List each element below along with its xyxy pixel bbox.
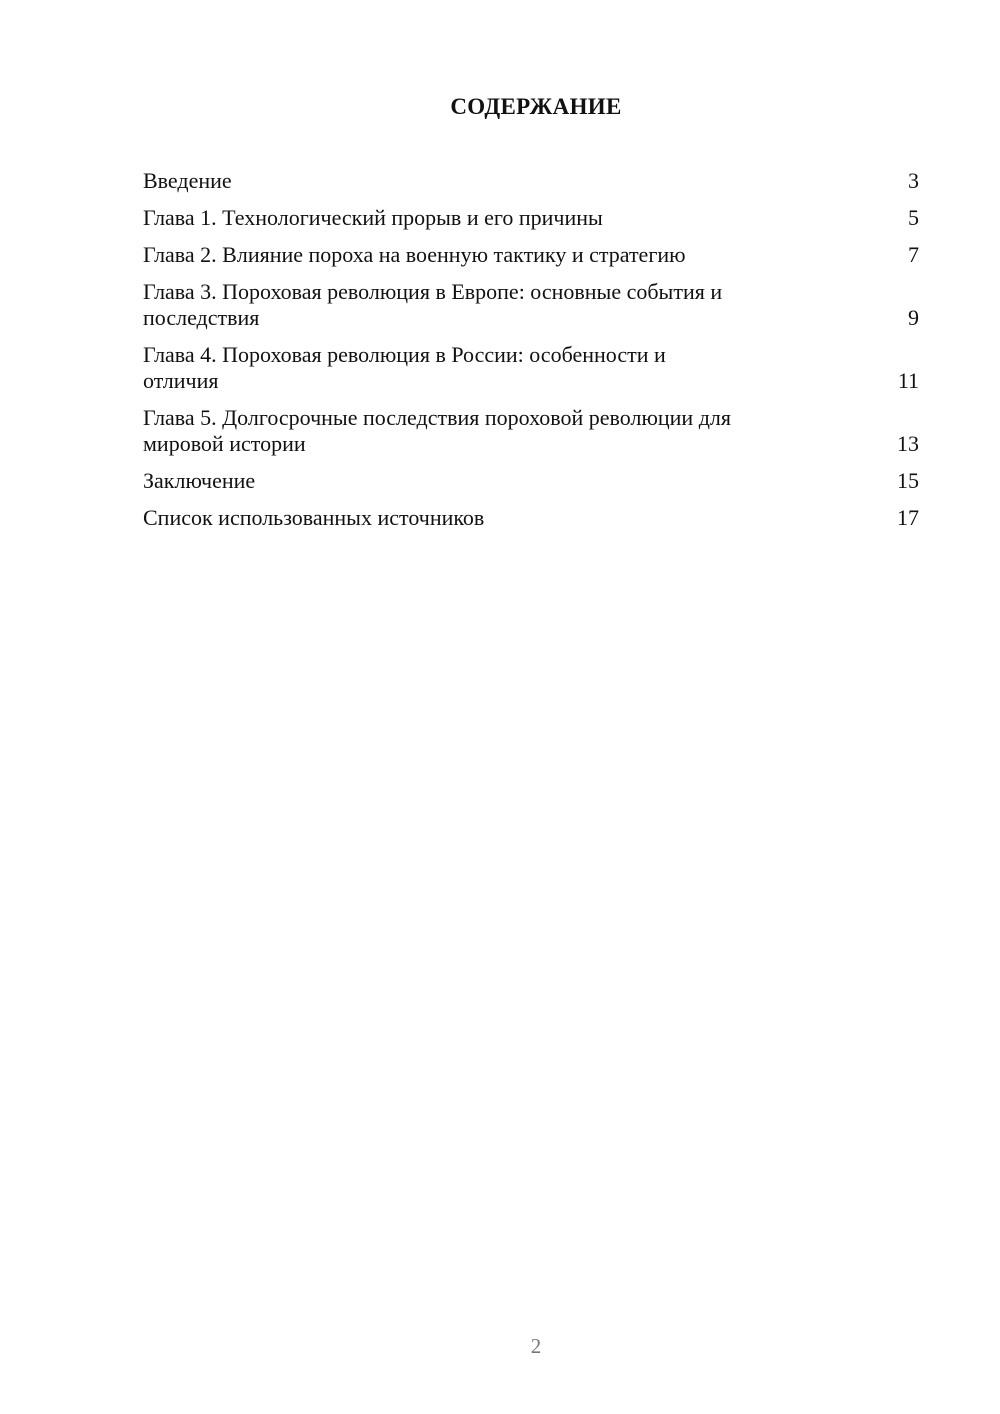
toc-entry[interactable] [143,168,919,194]
toc-entry[interactable] [143,242,919,268]
table-of-contents [143,168,919,542]
toc-entry-title: Глава 1. Технологический прорыв и его причины [143,205,603,230]
toc-entry-page: 15 [897,468,919,493]
toc-entry[interactable] [143,468,919,494]
page-title: СОДЕРЖАНИЕ [450,94,622,119]
toc-entry[interactable] [143,205,919,231]
toc-entry-title: Список использованных источников [143,505,485,530]
toc-entry-title: Глава 3. Пороховая революция в Европе: основные события и последствия [143,279,723,330]
toc-entry-page: 3 [908,168,919,193]
toc-entry-title: Глава 4. Пороховая революция в России: особенности и отличия [143,342,666,393]
toc-entry-page: 11 [897,368,919,393]
toc-entry[interactable] [143,279,919,331]
toc-entry[interactable] [143,342,919,394]
toc-entry-title: Заключение [143,468,256,493]
toc-entry-page: 9 [908,305,919,330]
toc-entry[interactable] [143,505,919,531]
toc-entry-page: 5 [908,205,919,230]
toc-entry-title: Глава 5. Долгосрочные последствия пороховой революции для мировой истории [143,405,731,456]
toc-entry-page: 17 [897,505,919,530]
toc-entry[interactable] [143,405,919,457]
toc-entry-title: Глава 2. Влияние пороха на военную тактику и стратегию [143,242,686,267]
page-number: 2 [530,1334,542,1358]
toc-entry-page: 7 [908,242,919,267]
toc-entry-title: Введение [143,168,232,193]
toc-entry-page: 13 [897,431,919,456]
